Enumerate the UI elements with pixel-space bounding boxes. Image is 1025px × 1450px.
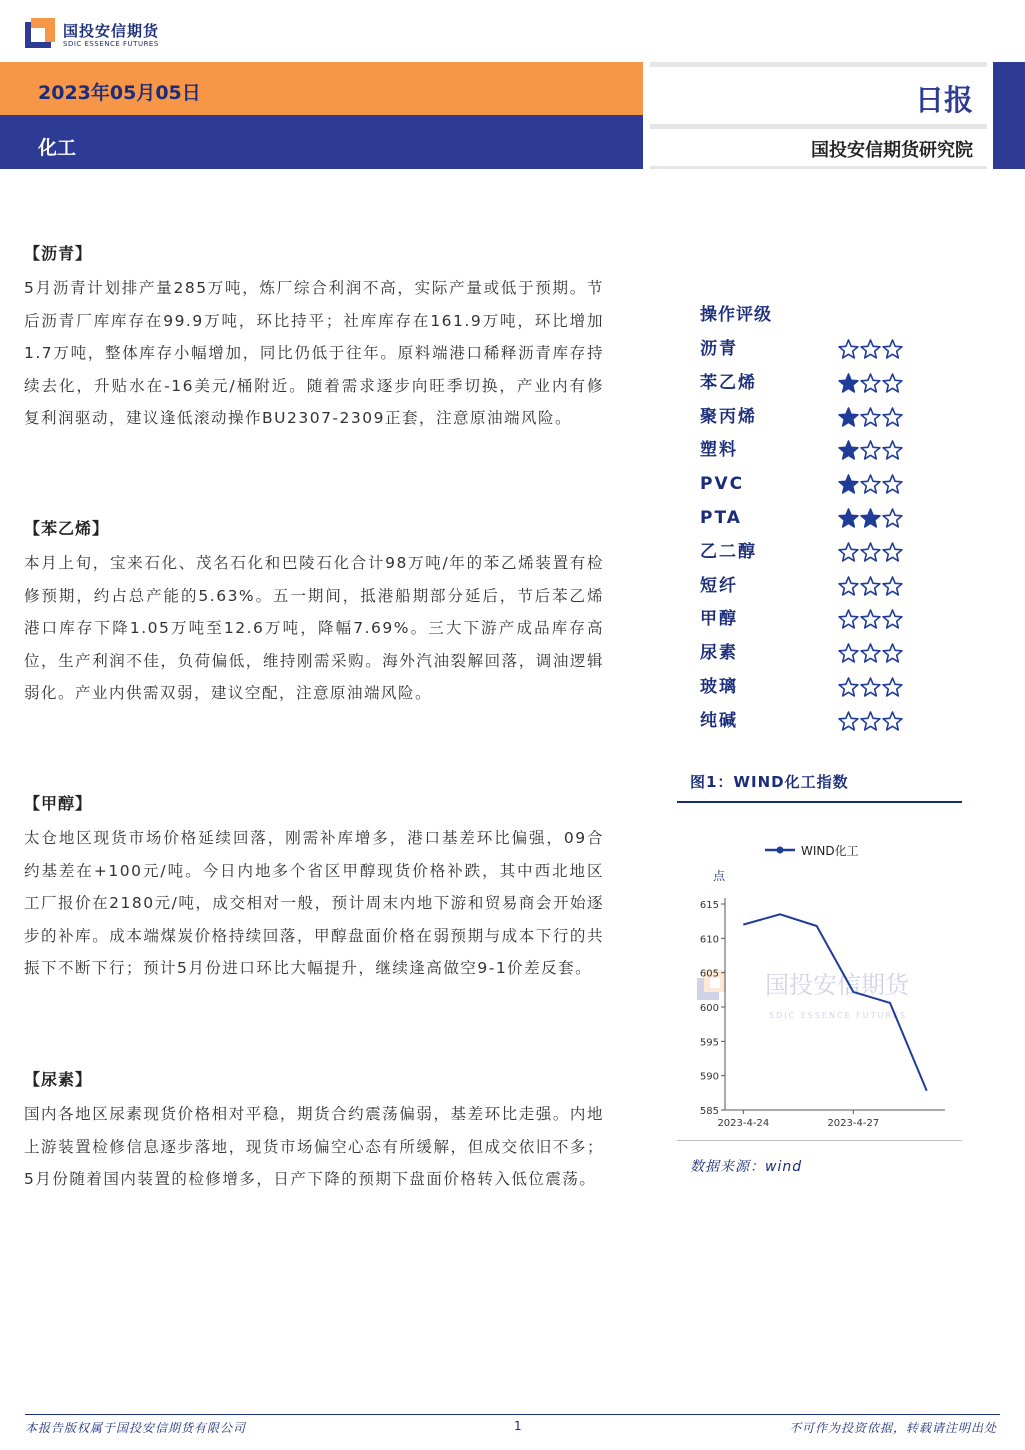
figure-bottom-rule [677,1140,962,1141]
section-methanol [24,790,604,985]
header-divider-top [650,62,987,67]
rating-name: 甲醇 [700,609,738,630]
star-outline-icon [860,676,881,698]
section-urea [24,1066,604,1196]
rating-stars [838,406,904,432]
star-filled-icon [838,439,859,461]
star-outline-icon [838,338,859,360]
section-body: 太仓地区现货市场价格延续回落，刚需补库增多，港口基差环比偏强，09合约基差在+100元/吨。今日内地多个省区甲醇现货价格补跌，其中西北地区工厂报价在2180元/吨，成交相对一般，预计周末内地下游和贸易商会开始逐步的补库。成本端煤炭价格持续回落，甲醇盘面价格在弱预期与成本下行的共振下不断下行；预计5月份进口环比大幅提升，继续逢高做空9-1价差反套。 [24,829,604,978]
company-logo [25,16,225,56]
rating-name: 苯乙烯 [700,372,757,393]
rating-stars [838,575,904,601]
star-outline-icon [838,541,859,563]
rating-stars [838,507,904,533]
data-source: 数据来源：wind [690,1159,803,1175]
watermark-cn: 国投安信期货 [765,971,909,999]
y-tick-label: 590 [699,1071,719,1083]
report-sector: 化工 [38,137,77,159]
section-title: 【苯乙烯】 [24,519,110,538]
logo-cn-text: 国投安信期货 [63,22,160,40]
rating-stars [838,541,904,567]
rating-row [700,404,960,438]
rating-name: 纯碱 [700,710,738,731]
star-outline-icon [882,439,903,461]
star-outline-icon [860,608,881,630]
rating-name: 尿素 [700,643,738,664]
rating-stars [838,642,904,668]
star-outline-icon [882,372,903,394]
ratings-panel [700,302,960,742]
banner-blue [0,115,643,169]
star-outline-icon [838,642,859,664]
rating-stars [838,372,904,398]
star-outline-icon [860,338,881,360]
y-tick-label: 600 [699,1003,719,1014]
watermark [697,970,911,1020]
star-filled-icon [838,507,859,529]
star-outline-icon [860,642,881,664]
rating-row [700,674,960,708]
rating-stars [838,439,904,465]
ratings-list [700,336,960,742]
star-outline-icon [882,575,903,597]
y-tick-label: 595 [699,1037,719,1049]
rating-row [700,606,960,640]
rating-row [700,708,960,742]
chart-legend [765,844,859,858]
footer-rule [25,1414,1000,1415]
rating-name: PTA [700,507,742,528]
rating-stars [838,338,904,364]
star-outline-icon [882,473,903,495]
rating-stars [838,608,904,634]
star-outline-icon [882,608,903,630]
y-unit-label: 点 [713,869,726,883]
rating-name: 玻璃 [700,676,738,697]
star-outline-icon [838,575,859,597]
star-outline-icon [882,710,903,732]
section-asphalt [24,240,604,435]
rating-row [700,437,960,471]
legend-label: WIND化工 [801,844,859,858]
rating-stars [838,473,904,499]
y-tick-label: 585 [699,1106,719,1117]
series-polyline [743,914,926,1091]
section-title: 【尿素】 [24,1070,93,1089]
y-tick-label: 605 [699,968,719,980]
report-type: 日报 [914,83,973,117]
footer-copyright: 本报告版权属于国投安信期货有限公司 [25,1421,247,1435]
rating-row [700,370,960,404]
star-outline-icon [882,338,903,360]
star-outline-icon [882,541,903,563]
star-outline-icon [860,575,881,597]
section-body: 本月上旬，宝来石化、茂名石化和巴陵石化合计98万吨/年的苯乙烯装置有检修预期，约占总产能的5.63%。五一期间，抵港船期部分延后，节后苯乙烯港口库存下降1.05万吨至12.6万吨，降幅7.69%。三大下游产成品库存高位，生产利润不佳，负荷偏低，维持刚需采购。海外汽油裂解回落，调油逻辑弱化。产业内供需双弱，建议空配，注意原油端风险。 [24,554,604,703]
rating-name: 聚丙烯 [700,406,757,427]
section-body: 5月沥青计划排产量285万吨，炼厂综合利润不高，实际产量或低于预期。节后沥青厂库库存在99.9万吨，环比持平；社库库存在161.9万吨，环比增加1.7万吨，整体库存小幅增加，同比仍低于往年。原料端港口稀释沥青库存持续去化，升贴水在-16美元/桶附近。随着需求逐步向旺季切换，产业内有修复利润驱动，建议逢低滚动操作BU2307-2309正套，注意原油端风险。 [24,279,604,428]
series-line [743,914,926,1091]
y-tick-label: 610 [699,934,719,946]
logo-en-text: SDIC ESSENCE FUTURES [63,40,159,48]
star-filled-icon [838,406,859,428]
x-axis [717,1110,945,1129]
star-outline-icon [860,541,881,563]
rating-row [700,573,960,607]
rating-name: PVC [700,474,745,495]
section-styrene [24,515,604,710]
rating-row [700,640,960,674]
section-body: 国内各地区尿素现货价格相对平稳，期货合约震荡偏弱，基差环比走强。内地上游装置检修信息逐步落地，现货市场偏空心态有所缓解，但成交依旧不多；5月份随着国内装置的检修增多，日产下降的预期下盘面价格转入低位震荡。 [24,1105,604,1189]
x-tick-label: 2023-4-27 [827,1118,880,1129]
ratings-title: 操作评级 [700,305,772,325]
star-outline-icon [882,507,903,529]
header-divider-bottom [650,166,987,169]
page-number: 1 [514,1419,522,1433]
header-blue-tab [993,62,1025,169]
star-filled-icon [838,473,859,495]
star-outline-icon [882,406,903,428]
rating-row [700,471,960,505]
star-outline-icon [860,710,881,732]
star-outline-icon [860,473,881,495]
x-tick-label: 2023-4-24 [717,1118,770,1129]
rating-name: 塑料 [700,440,738,461]
figure-title: 图1：WIND化工指数 [690,773,849,791]
watermark-en: SDIC ESSENCE FUTURES [769,1011,908,1020]
rating-row [700,336,960,370]
logo-mark-icon [25,18,55,48]
rating-row [700,539,960,573]
rating-name: 乙二醇 [700,541,757,562]
line-chart [677,820,962,1140]
y-tick-label: 615 [699,900,719,911]
report-date: 2023年05月05日 [38,82,201,104]
star-outline-icon [882,676,903,698]
star-outline-icon [860,439,881,461]
star-filled-icon [838,372,859,394]
star-filled-icon [860,507,881,529]
legend-marker [777,847,784,854]
rating-row [700,505,960,539]
header-divider-middle [650,124,987,129]
footer-disclaimer: 不可作为投资依据，转载请注明出处 [788,1421,997,1435]
chart-area [677,820,962,1140]
section-title: 【沥青】 [24,244,93,263]
star-outline-icon [860,372,881,394]
section-title: 【甲醇】 [24,794,93,813]
rating-name: 沥青 [700,339,738,359]
rating-stars [838,676,904,702]
figure-title-rule [677,801,962,803]
star-outline-icon [838,710,859,732]
y-axis [700,898,725,1117]
rating-name: 短纤 [700,575,738,596]
star-outline-icon [838,608,859,630]
star-outline-icon [860,406,881,428]
institute-name: 国投安信期货研究院 [811,140,973,161]
star-outline-icon [838,676,859,698]
rating-stars [838,710,904,736]
star-outline-icon [882,642,903,664]
